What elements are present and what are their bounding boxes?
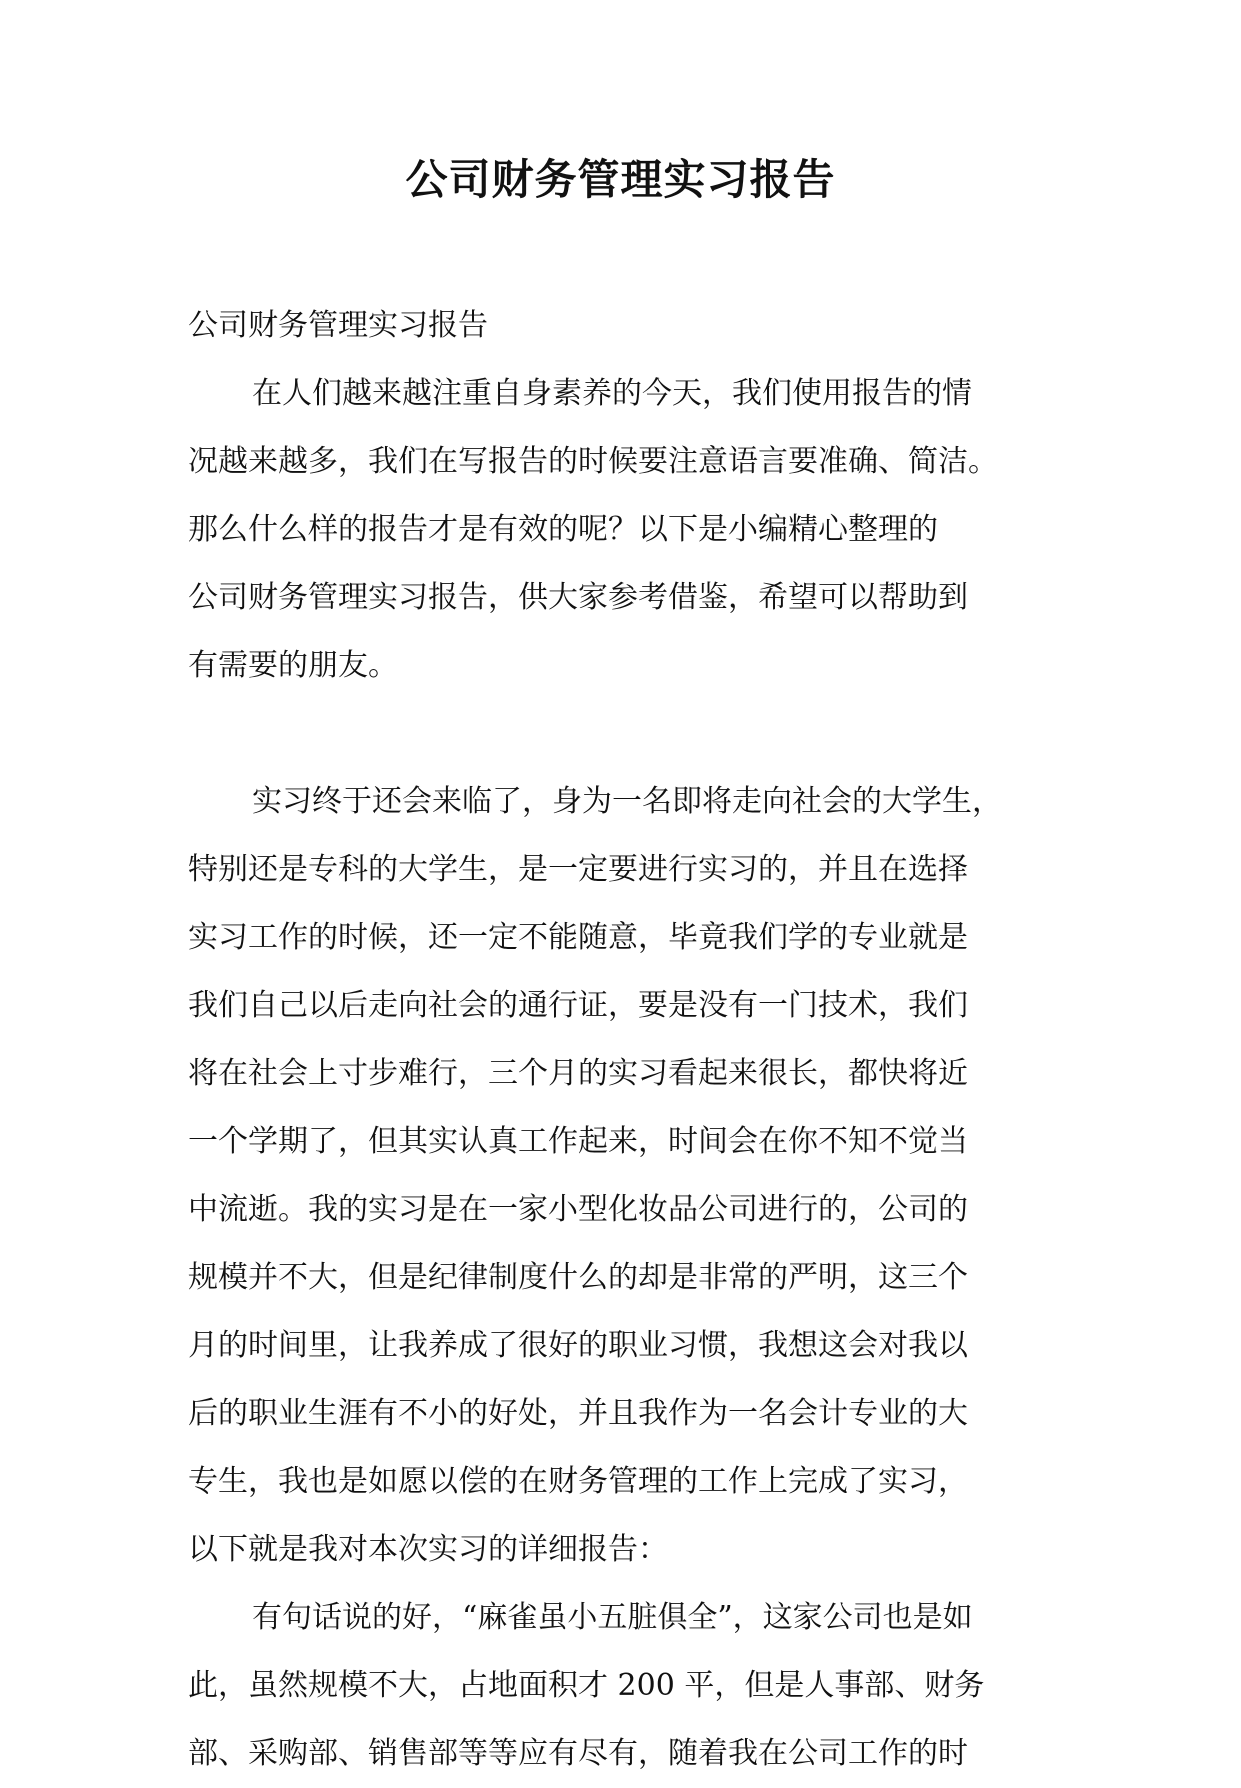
body-line: 实习工作的时候，还一定不能随意，毕竟我们学的专业就是 — [188, 920, 968, 955]
body-line: 我们自己以后走向社会的通行证，要是没有一门技术，我们 — [188, 988, 968, 1023]
body-line: 一个学期了，但其实认真工作起来，时间会在你不知不觉当 — [188, 1124, 968, 1159]
body-line: 将在社会上寸步难行，三个月的实习看起来很长，都快将近 — [188, 1056, 968, 1091]
blank-line — [188, 700, 1054, 768]
body-line: 中流逝。我的实习是在一家小型化妆品公司进行的，公司的 — [188, 1192, 968, 1227]
document-title: 公司财务管理实习报告 — [405, 155, 836, 204]
body-line: 在人们越来越注重自身素养的今天，我们使用报告的情 — [252, 376, 972, 411]
body-line: 公司财务管理实习报告，供大家参考借鉴，希望可以帮助到 — [188, 580, 968, 615]
body-line: 以下就是我对本次实习的详细报告： — [188, 1532, 668, 1567]
document-body — [188, 292, 1054, 1788]
body-line: 后的职业生涯有不小的好处，并且我作为一名会计专业的大 — [188, 1396, 968, 1431]
body-line: 专生，我也是如愿以偿的在财务管理的工作上完成了实习， — [188, 1464, 968, 1499]
body-line: 那么什么样的报告才是有效的呢？以下是小编精心整理的 — [188, 512, 938, 547]
body-line: 有需要的朋友。 — [188, 648, 398, 683]
body-line: 有句话说的好，“麻雀虽小五脏俱全”，这家公司也是如 — [252, 1600, 973, 1635]
body-line: 况越来越多，我们在写报告的时候要注意语言要准确、简洁。 — [188, 444, 998, 479]
body-line: 此，虽然规模不大，占地面积才 200 平，但是人事部、财务 — [188, 1668, 985, 1703]
body-line: 特别还是专科的大学生，是一定要进行实习的，并且在选择 — [188, 852, 968, 887]
body-line: 实习终于还会来临了，身为一名即将走向社会的大学生， — [252, 784, 1002, 819]
body-line: 月的时间里，让我养成了很好的职业习惯，我想这会对我以 — [188, 1328, 968, 1363]
body-line: 公司财务管理实习报告 — [188, 308, 488, 343]
body-line: 部、采购部、销售部等等应有尽有，随着我在公司工作的时 — [188, 1736, 968, 1771]
body-line: 规模并不大，但是纪律制度什么的却是非常的严明，这三个 — [188, 1260, 968, 1295]
